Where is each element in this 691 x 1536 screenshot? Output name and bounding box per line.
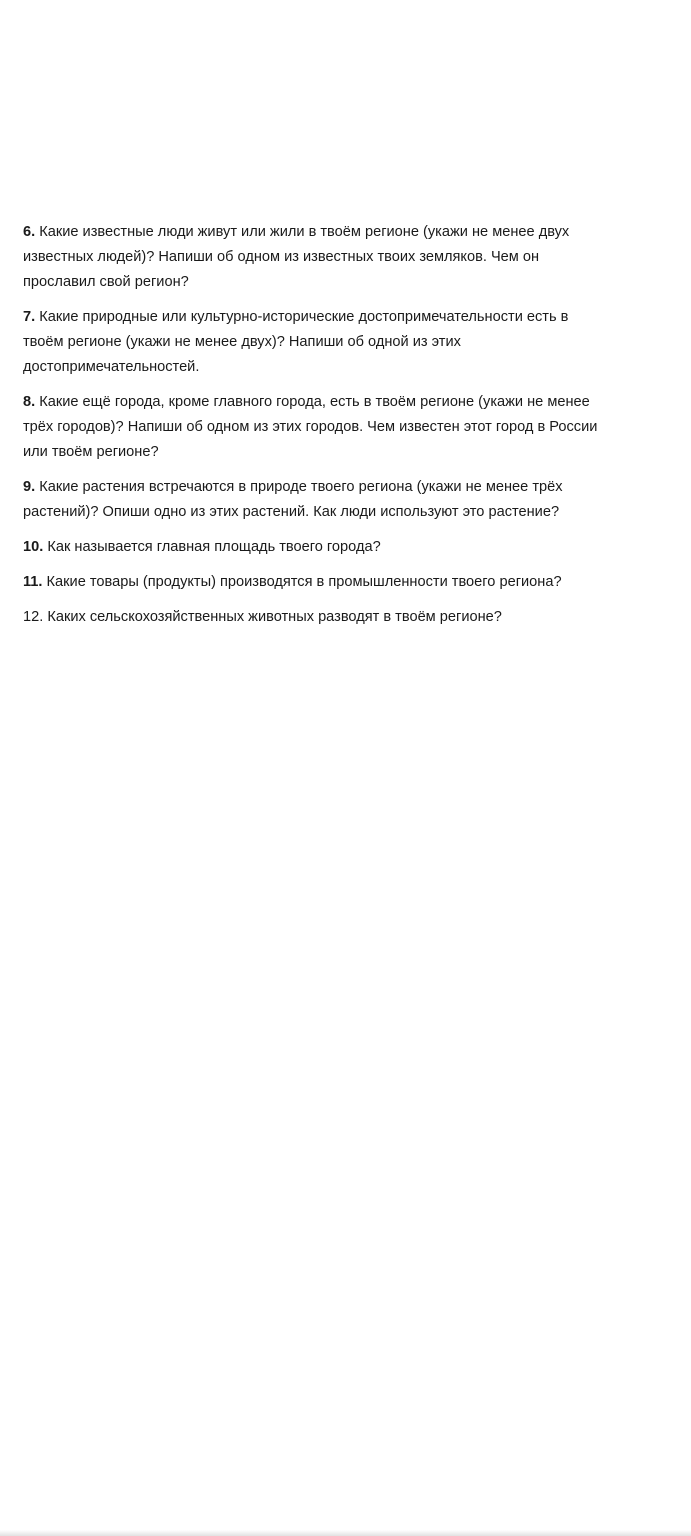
question-text: Какие ещё города, кроме главного города, есть в твоём регионе (укажи не менее bbox=[39, 394, 590, 410]
question-text: Какие природные или культурно-исторические достопримечательности есть в bbox=[39, 309, 569, 325]
question-number: 7. bbox=[23, 309, 36, 325]
question-number: 9. bbox=[23, 479, 36, 495]
question-text: трёх городов)? Напиши об одном из этих городов. Чем известен этот город в России bbox=[23, 419, 598, 435]
question-text: Какие известные люди живут или жили в твоём регионе (укажи не менее двух bbox=[39, 224, 570, 240]
question-7 bbox=[23, 305, 683, 380]
question-text: достопримечательностей. bbox=[23, 359, 200, 375]
question-text: или твоём регионе? bbox=[23, 444, 159, 460]
question-number: 10. bbox=[23, 539, 44, 555]
question-text: известных людей)? Напиши об одном из известных твоих земляков. Чем он bbox=[23, 249, 540, 265]
question-text: прославил свой регион? bbox=[23, 274, 189, 290]
question-6 bbox=[23, 220, 683, 295]
question-text: Какие товары (продукты) производятся в промышленности твоего региона? bbox=[46, 574, 562, 590]
question-11 bbox=[23, 570, 683, 595]
question-list bbox=[23, 220, 683, 640]
question-text: Как называется главная площадь твоего города? bbox=[47, 539, 381, 555]
question-10 bbox=[23, 535, 683, 560]
question-text: Какие растения встречаются в природе твоего региона (укажи не менее трёх bbox=[39, 479, 563, 495]
question-text: растений)? Опиши одно из этих растений. Как люди используют это растение? bbox=[23, 504, 560, 520]
question-number: 6. bbox=[23, 224, 36, 240]
question-text: Каких сельскохозяйственных животных разводят в твоём регионе? bbox=[47, 609, 502, 625]
question-12 bbox=[23, 605, 683, 630]
question-number: 8. bbox=[23, 394, 36, 410]
question-9 bbox=[23, 475, 683, 525]
page-bottom-edge bbox=[0, 1530, 691, 1536]
question-number: 12. bbox=[23, 609, 44, 625]
question-number: 11. bbox=[23, 574, 47, 590]
question-8 bbox=[23, 390, 683, 465]
question-text: твоём регионе (укажи не менее двух)? Напиши об одной из этих bbox=[23, 334, 461, 350]
